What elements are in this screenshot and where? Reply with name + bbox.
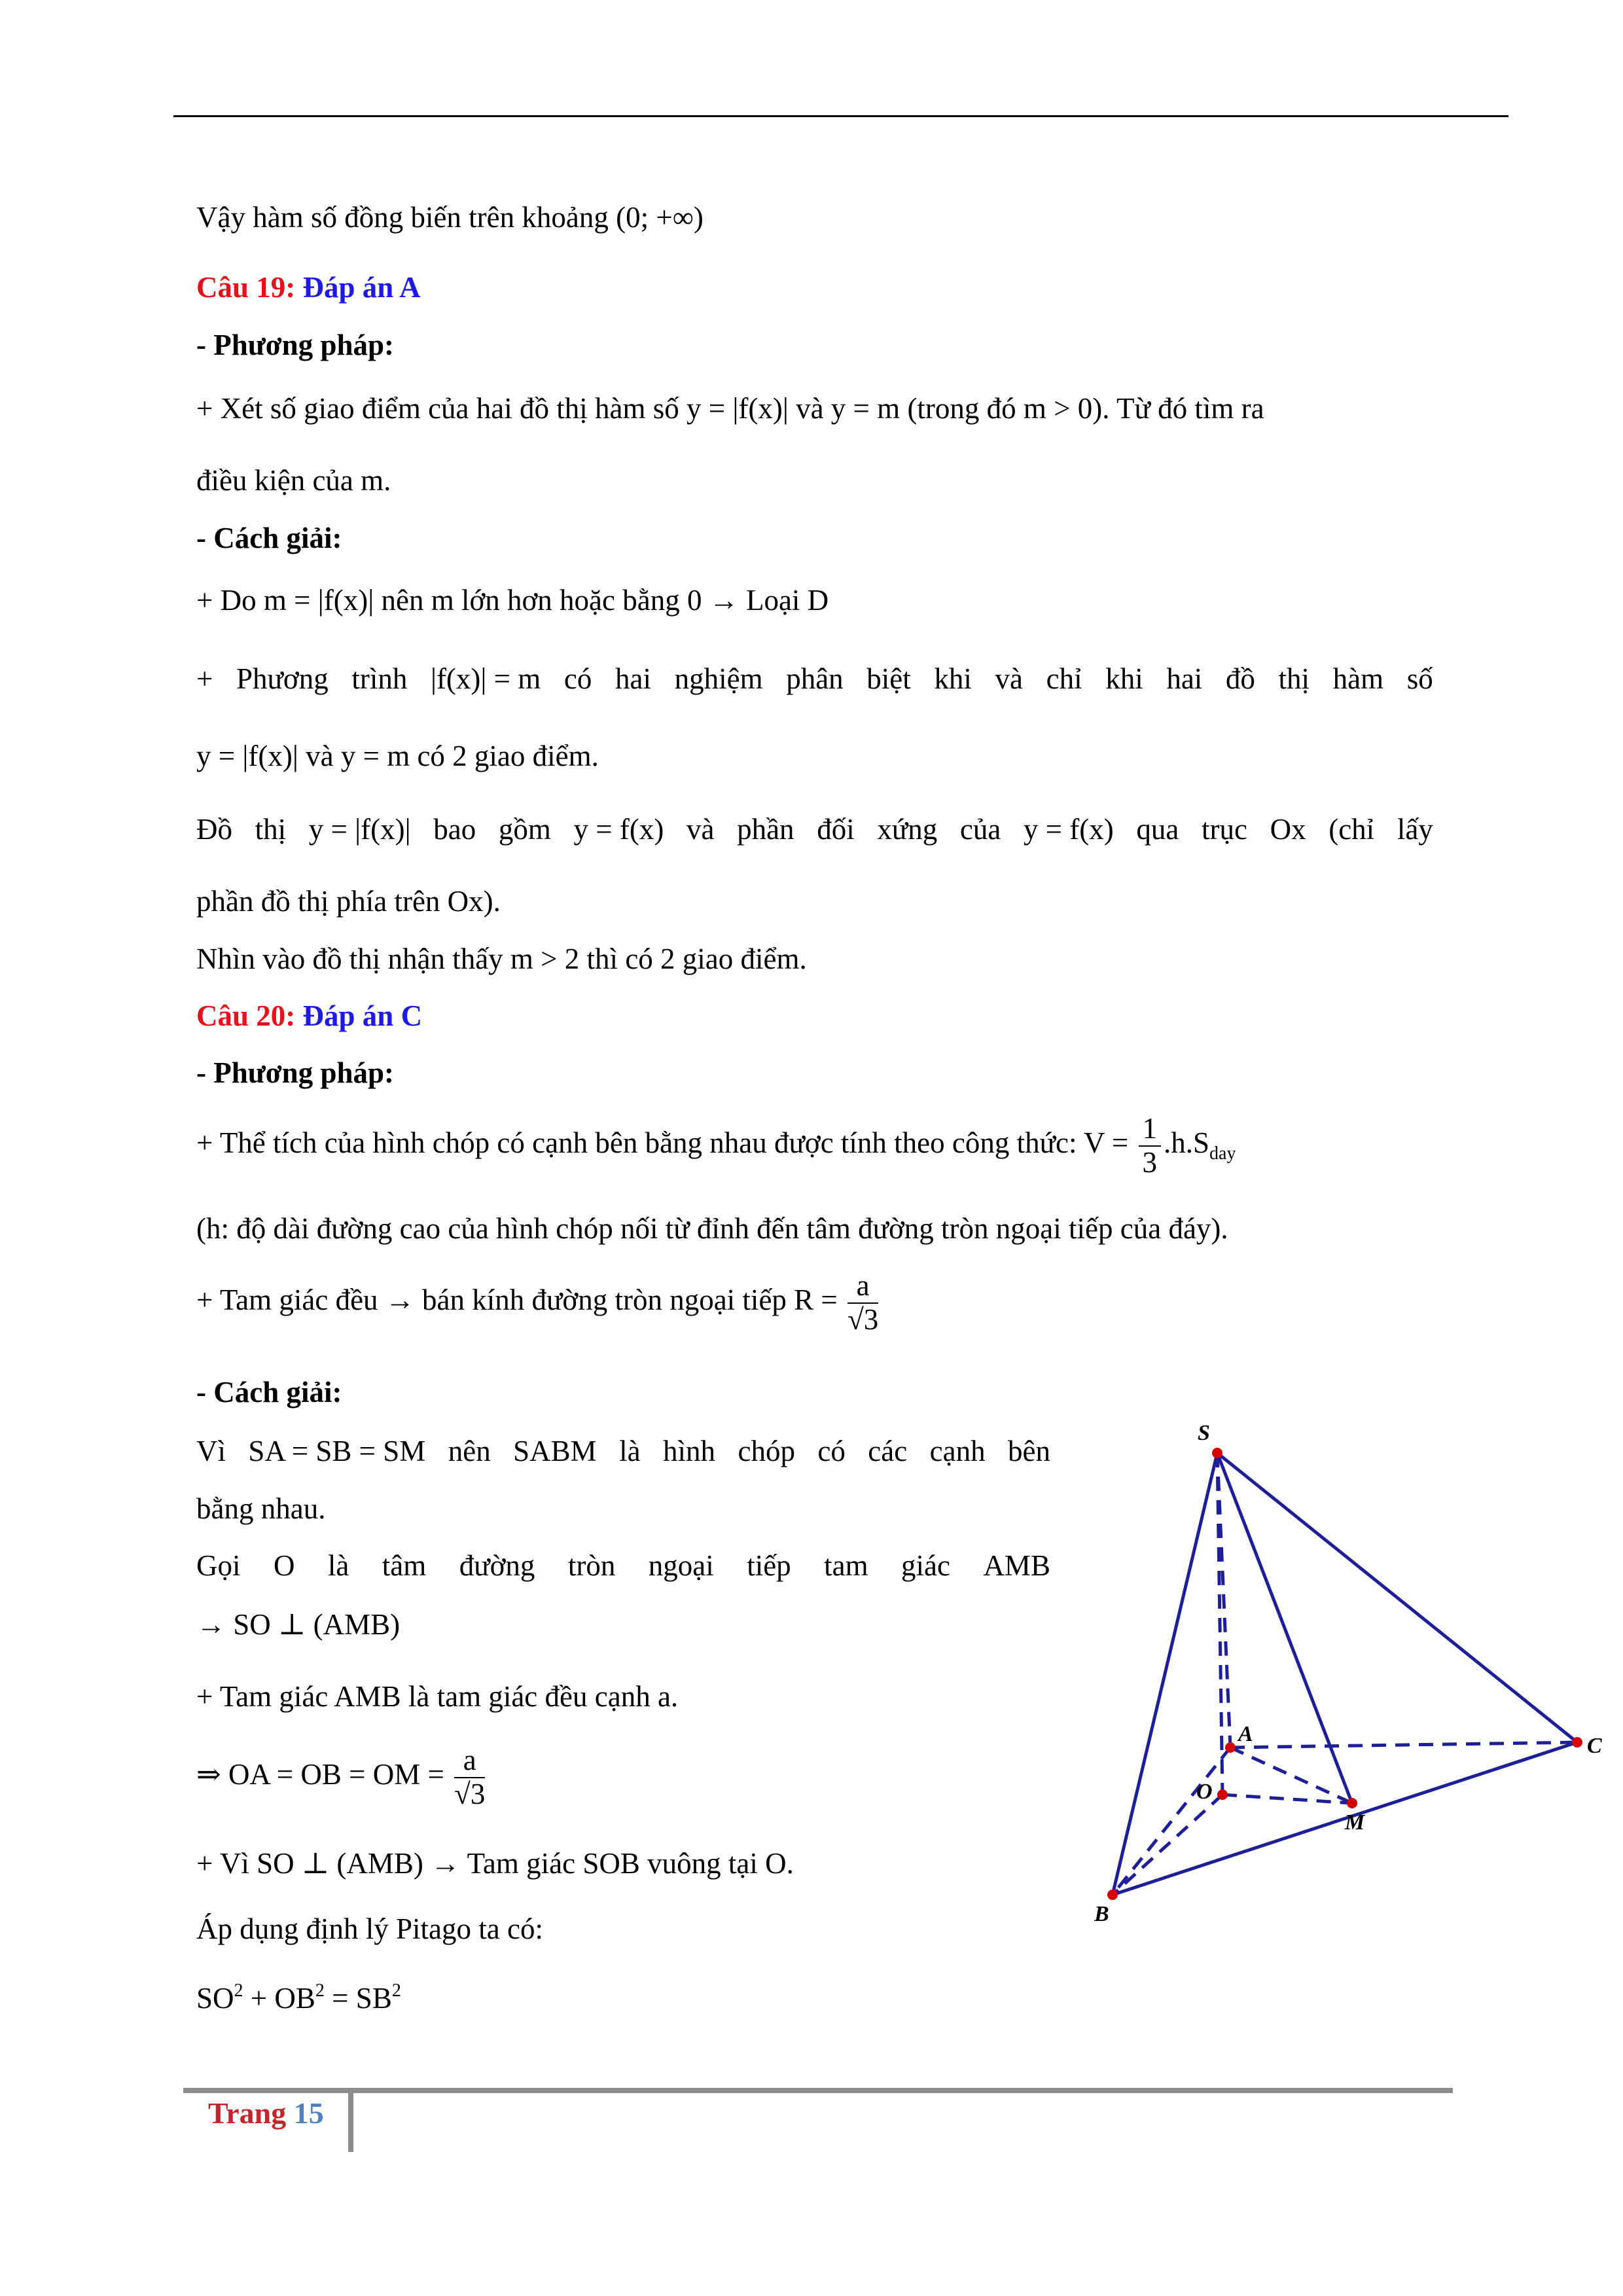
label-s: S [1198, 1421, 1210, 1445]
word: là [327, 1549, 349, 1582]
answer-label: Đáp án C [302, 999, 423, 1032]
label-m: M [1345, 1810, 1365, 1835]
page-footer [208, 2096, 324, 2130]
question-19-heading [196, 270, 421, 305]
word: y = f(x) [1023, 813, 1114, 846]
word: gồm [498, 813, 551, 846]
text-line: phần đồ thị phía trên Ox). [196, 885, 501, 918]
formula-line [196, 1270, 881, 1336]
formula-text: .h.S [1164, 1126, 1210, 1159]
word: số [1406, 662, 1433, 695]
label-b: B [1094, 1902, 1109, 1926]
justified-line [196, 812, 1433, 847]
word: khi [934, 662, 972, 695]
text-line: + Tam giác AMB là tam giác đều cạnh a. [196, 1680, 679, 1713]
word: lấy [1397, 813, 1433, 846]
question-20-heading [196, 998, 422, 1033]
word: chóp [738, 1435, 795, 1467]
word: qua [1136, 813, 1179, 846]
word: và [686, 813, 715, 846]
justified-line [196, 1548, 1050, 1583]
fraction [454, 1744, 485, 1810]
header-rule [173, 115, 1508, 117]
page-label: Trang [208, 2096, 287, 2130]
word: O [273, 1549, 295, 1582]
word: đối [817, 813, 855, 846]
word: chỉ [1046, 662, 1082, 695]
word: ngoại [648, 1549, 714, 1582]
text-line: Vậy hàm số đồng biến trên khoảng (0; +∞) [196, 201, 704, 234]
word: xứng [877, 813, 938, 846]
word: Phương [236, 662, 329, 695]
word: hàm [1332, 662, 1384, 695]
word: phân [786, 662, 844, 695]
word: hai [615, 662, 651, 695]
answer-label: Đáp án A [302, 271, 421, 304]
word: đường [459, 1549, 535, 1582]
word: |f(x)| = m [430, 662, 541, 695]
formula-text: = SB [324, 1982, 392, 2015]
justified-line [196, 1433, 1050, 1469]
formula-line [196, 1744, 488, 1810]
word: bên [1008, 1435, 1050, 1467]
label-a: A [1238, 1722, 1253, 1746]
word: Gọi [196, 1549, 241, 1582]
denominator: √3 [454, 1777, 486, 1810]
text-line: Áp dụng định lý Pitago ta có: [196, 1912, 543, 1945]
formula-line [196, 1113, 1236, 1179]
footer-divider [348, 2093, 353, 2152]
word: có [563, 662, 592, 695]
word: y = f(x) [573, 813, 664, 846]
text: ⇒ OA = OB = OM = [196, 1757, 444, 1791]
word: của [959, 813, 1001, 846]
text-line: → SO ⊥ (AMB) [196, 1608, 401, 1641]
word: Vì [196, 1435, 226, 1467]
word: khi [1105, 662, 1143, 695]
text-line: + Do m = |f(x)| nên m lớn hơn hoặc bằng 0 → Loại D [196, 584, 829, 617]
word: Đồ [196, 813, 232, 846]
word: cạnh [929, 1435, 986, 1467]
word: + [196, 662, 213, 695]
word: AMB [983, 1549, 1050, 1582]
segment-om [1222, 1795, 1352, 1803]
point-c [1572, 1737, 1582, 1748]
subscript: day [1209, 1143, 1236, 1164]
text: + Thể tích của hình chóp có cạnh bên bằng nhau được tính theo công thức: [196, 1126, 1084, 1159]
word: trình [351, 662, 408, 695]
denominator: 3 [1142, 1145, 1158, 1179]
superscript: 2 [315, 1981, 325, 2001]
question-label: Câu 19: [196, 271, 296, 304]
word: trục [1202, 813, 1247, 846]
fraction [847, 1270, 878, 1336]
solution-heading: - Cách giải: [196, 1376, 342, 1408]
segment-ob [1113, 1795, 1222, 1895]
word: thị [255, 813, 287, 846]
point-s [1212, 1448, 1222, 1458]
word: nghiệm [674, 662, 763, 695]
point-o [1217, 1789, 1228, 1800]
word: tam [824, 1549, 868, 1582]
word: tròn [567, 1549, 616, 1582]
figure-labels [1094, 1421, 1602, 1926]
superscript: 2 [234, 1981, 243, 2001]
fraction [1139, 1113, 1162, 1179]
footer-rule [183, 2088, 1453, 2093]
word: hai [1166, 662, 1203, 695]
word: và [995, 662, 1023, 695]
point-a [1225, 1742, 1236, 1753]
word: nên [448, 1435, 491, 1467]
text-line: điều kiện của m. [196, 464, 391, 497]
text: + Tam giác đều → bán kính đường tròn ngoại tiếp R = [196, 1283, 838, 1316]
word: y = |f(x)| [308, 813, 411, 846]
word: thị [1278, 662, 1310, 695]
method-heading: - Phương pháp: [196, 329, 395, 361]
word: các [868, 1435, 908, 1467]
pyramid-figure [1060, 1407, 1602, 1931]
label-o: O [1196, 1780, 1213, 1804]
word: có [817, 1435, 846, 1467]
text-line: + Xét số giao điểm của hai đồ thị hàm số y = |f(x)| và y = m (trong đó m > 0). Từ đó tìm ra [196, 392, 1264, 425]
word: phần [737, 813, 794, 846]
word: tiếp [747, 1549, 791, 1582]
numerator: a [847, 1270, 878, 1304]
word: giác [901, 1549, 950, 1582]
word: hình [663, 1435, 716, 1467]
word: biệt [866, 662, 911, 695]
formula-text: + OB [243, 1982, 315, 2015]
text-line: bằng nhau. [196, 1492, 326, 1525]
word: SA = SB = SM [248, 1435, 426, 1467]
question-label: Câu 20: [196, 999, 296, 1032]
word: Ox [1270, 813, 1306, 846]
text-line: (h: độ dài đường cao của hình chóp nối từ đỉnh đến tâm đường tròn ngoại tiếp của đáy). [196, 1212, 1228, 1245]
formula-line [196, 1980, 401, 2016]
edge-ac [1230, 1742, 1577, 1748]
word: SABM [513, 1435, 597, 1467]
label-c: C [1587, 1734, 1602, 1758]
point-b [1107, 1890, 1118, 1900]
formula-text: SO [196, 1982, 234, 2015]
formula-text: V = [1083, 1126, 1129, 1159]
numerator: 1 [1139, 1113, 1162, 1147]
word: (chỉ [1329, 813, 1375, 846]
word: đồ [1225, 662, 1255, 695]
solution-heading: - Cách giải: [196, 522, 342, 554]
word: là [619, 1435, 641, 1467]
method-heading: - Phương pháp: [196, 1056, 395, 1089]
word: bao [433, 813, 476, 846]
justified-line [196, 661, 1433, 696]
word: tâm [382, 1549, 427, 1582]
text-line: y = |f(x)| và y = m có 2 giao điểm. [196, 740, 599, 772]
page-number: 15 [293, 2096, 324, 2130]
superscript: 2 [391, 1981, 401, 2001]
point-m [1347, 1798, 1357, 1808]
text-line: + Vì SO ⊥ (AMB) → Tam giác SOB vuông tại O. [196, 1847, 794, 1880]
numerator: a [454, 1744, 485, 1778]
text-line: Nhìn vào đồ thị nhận thấy m > 2 thì có 2 giao điểm. [196, 942, 807, 975]
denominator: √3 [847, 1302, 879, 1336]
